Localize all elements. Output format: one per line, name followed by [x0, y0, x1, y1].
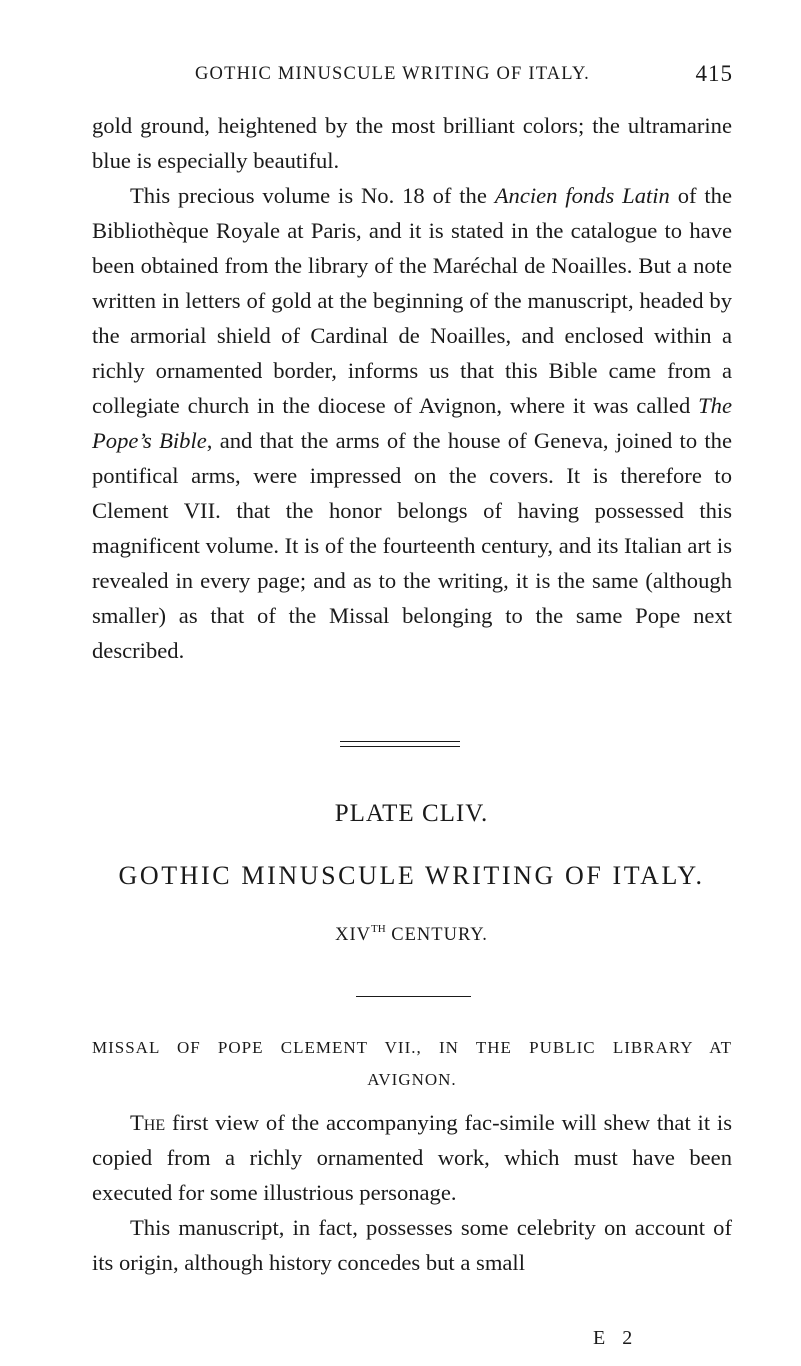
page-number: 415: [695, 61, 733, 86]
signature-mark: E 2: [593, 1327, 639, 1349]
body-section-1: [92, 108, 732, 668]
section-title: GOTHIC MINUSCULE WRITING OF ITALY.: [118, 861, 705, 890]
body-section-2: [92, 1105, 732, 1280]
italic-ancien-fonds: Ancien fonds Latin: [494, 183, 670, 208]
caption-line-2: AVIGNON.: [367, 1070, 457, 1089]
lead-word: The: [130, 1110, 166, 1135]
plate-label: PLATE CLIV.: [334, 800, 489, 827]
double-rule-divider: [340, 741, 460, 747]
single-rule-divider: [356, 996, 471, 997]
paragraph-continued: gold ground, heightened by the most brilliant colors; the ultramarine blue is especially beautiful.: [92, 113, 732, 173]
caption-line-1: MISSAL OF POPE CLEMENT VII., IN THE PUBLIC LIBRARY AT: [92, 1038, 732, 1057]
paragraph-bible: This precious volume is No. 18 of the Ancien fonds Latin of the Bibliothèque Royale at Paris, and it is stated in the catalogue to have been obtained from the library of the Maréchal de Noailles. But a note written in letters of gold at the beginning of the manuscript, headed by the armorial shield of Cardinal de Noailles, and enclosed within a richly ornamented border, informs us that this Bible came from a collegiate church in the diocese of Avignon, where it was called The Pope’s Bible, and that the arms of the house of Geneva, joined to the pontifical arms, were impressed on the covers. It is therefore to Clement VII. that the honor belongs of having possessed this magnificent volume. It is of the fourteenth century, and its Italian art is revealed in every page; and as to the writing, it is the same (although smaller) as that of the Missal belonging to the same Pope next described.: [92, 183, 733, 663]
paragraph-manuscript: This manuscript, in fact, possesses some celebrity on account of its origin, although history concedes but a small: [92, 1215, 732, 1275]
plate-caption: [92, 1032, 732, 1096]
running-header: [195, 61, 733, 86]
century-heading: XIVTH CENTURY.: [335, 923, 488, 945]
paragraph-first-view: The first view of the accompanying fac-simile will shew that it is copied from a richly ornamented work, which must have been executed for some illustrious personage.: [92, 1110, 732, 1205]
running-title: GOTHIC MINUSCULE WRITING OF ITALY.: [195, 64, 590, 84]
italic-popes-bible: The Pope’s Bible: [92, 393, 732, 453]
